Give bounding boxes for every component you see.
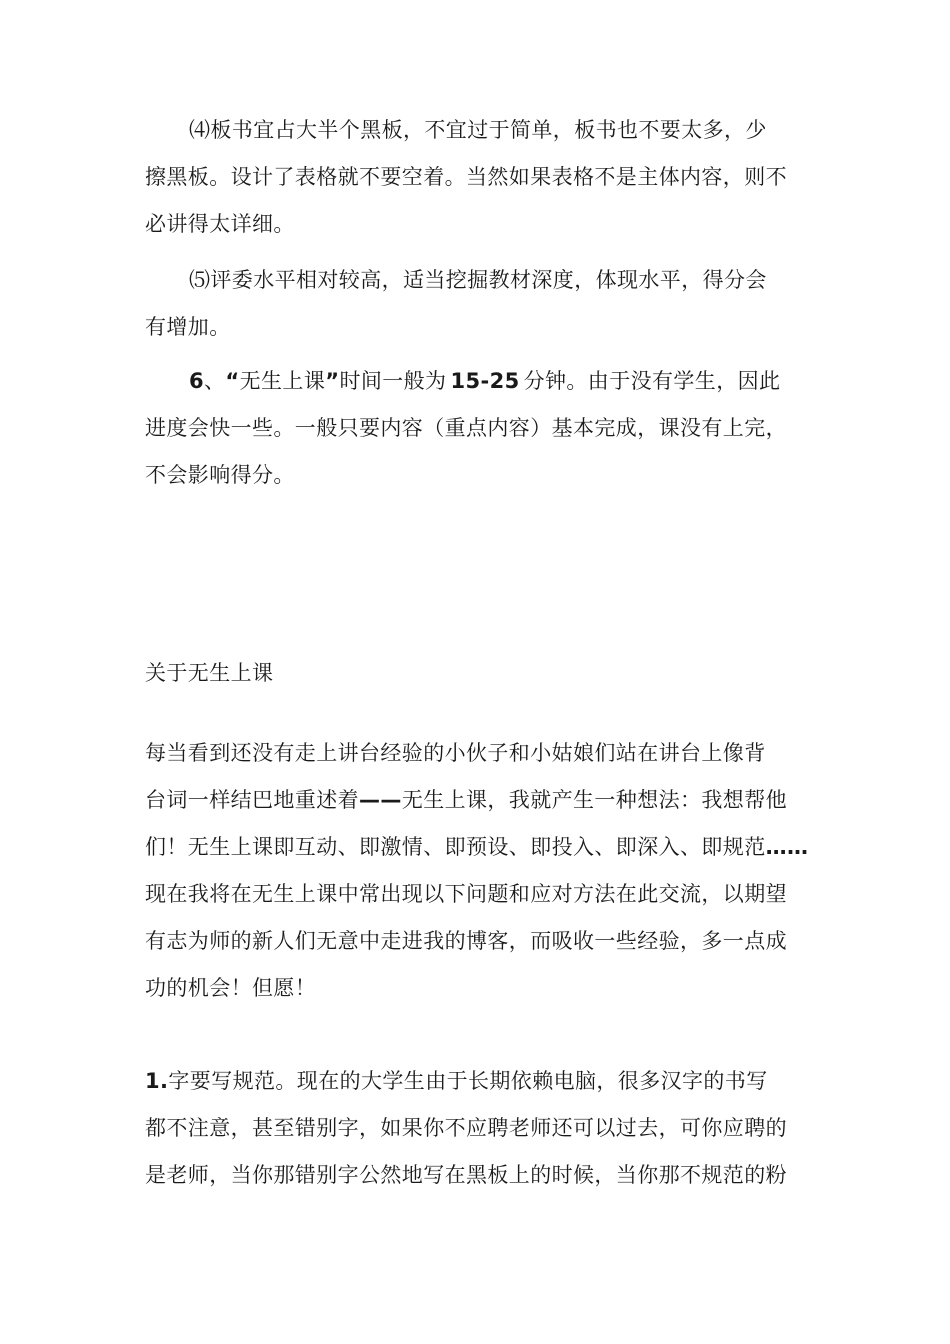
text-line: 每当看到还没有走上讲台经验的小伙子和小姑娘们站在讲台上像背: [145, 741, 766, 765]
text-line: 进度会快一些。一般只要内容（重点内容）基本完成，课没有上完，: [145, 416, 787, 440]
text-span: 台词一样结巴地重述着: [145, 788, 359, 812]
text-span: 们！无生上课即互动、即激情、即预设、即投入、即深入、即规范: [145, 835, 766, 859]
text-line: [145, 824, 807, 871]
text-line: 必讲得太详细。: [145, 212, 295, 236]
text-line: 有增加。: [145, 315, 231, 339]
separator: 、: [204, 369, 226, 393]
text-span: 无生上课，我就产生一种想法：我想帮他: [401, 788, 788, 812]
text-line: 不会影响得分。: [145, 463, 295, 487]
text-line: 是老师，当你那错别字公然地写在黑板上的时候，当你那不规范的粉: [145, 1163, 787, 1187]
text-line: 都不注意，甚至错别字，如果你不应聘老师还可以过去，可你应聘的: [145, 1116, 787, 1140]
text-span: 时间一般为: [339, 369, 447, 393]
paragraph-intro: [145, 730, 807, 1012]
text-line: 擦黑板。设计了表格就不要空着。当然如果表格不是主体内容，则不: [145, 165, 787, 189]
time-range: 15-25: [450, 369, 520, 393]
title-text: 关于无生上课: [145, 661, 274, 685]
quote-close: ”: [325, 369, 340, 393]
paragraph-item-4: [145, 107, 807, 248]
text-line: 现在我将在无生上课中常出现以下问题和应对方法在此交流，以期望: [145, 882, 787, 906]
text-line: ⑷板书宜占大半个黑板，不宜过于简单，板书也不要太多，少: [189, 118, 767, 142]
text-line: [145, 1058, 807, 1105]
text-span: 字要写规范。现在的大学生由于长期依赖电脑，很多汉字的书写: [168, 1069, 768, 1093]
text-line: ⑸评委水平相对较高，适当挖掘教材深度，体现水平，得分会: [189, 268, 767, 292]
paragraph-item-6: [145, 358, 807, 499]
item-number: 6: [189, 369, 205, 393]
text-line: 功的机会！但愿！: [145, 976, 317, 1000]
section-title: [145, 650, 807, 697]
text-line: 有志为师的新人们无意中走进我的博客，而吸收一些经验，多一点成: [145, 929, 787, 953]
paragraph-point-1: [145, 1058, 807, 1199]
text-span: 分钟。由于没有学生，因此: [523, 369, 781, 393]
point-number: 1.: [145, 1069, 169, 1093]
paragraph-item-5: [145, 257, 807, 351]
em-dash: ——: [359, 788, 402, 812]
quoted-term: 无生上课: [239, 369, 326, 393]
ellipsis: ……: [765, 835, 809, 859]
quote-open: “: [225, 369, 240, 393]
text-line: [145, 358, 807, 405]
text-line: [145, 777, 807, 824]
